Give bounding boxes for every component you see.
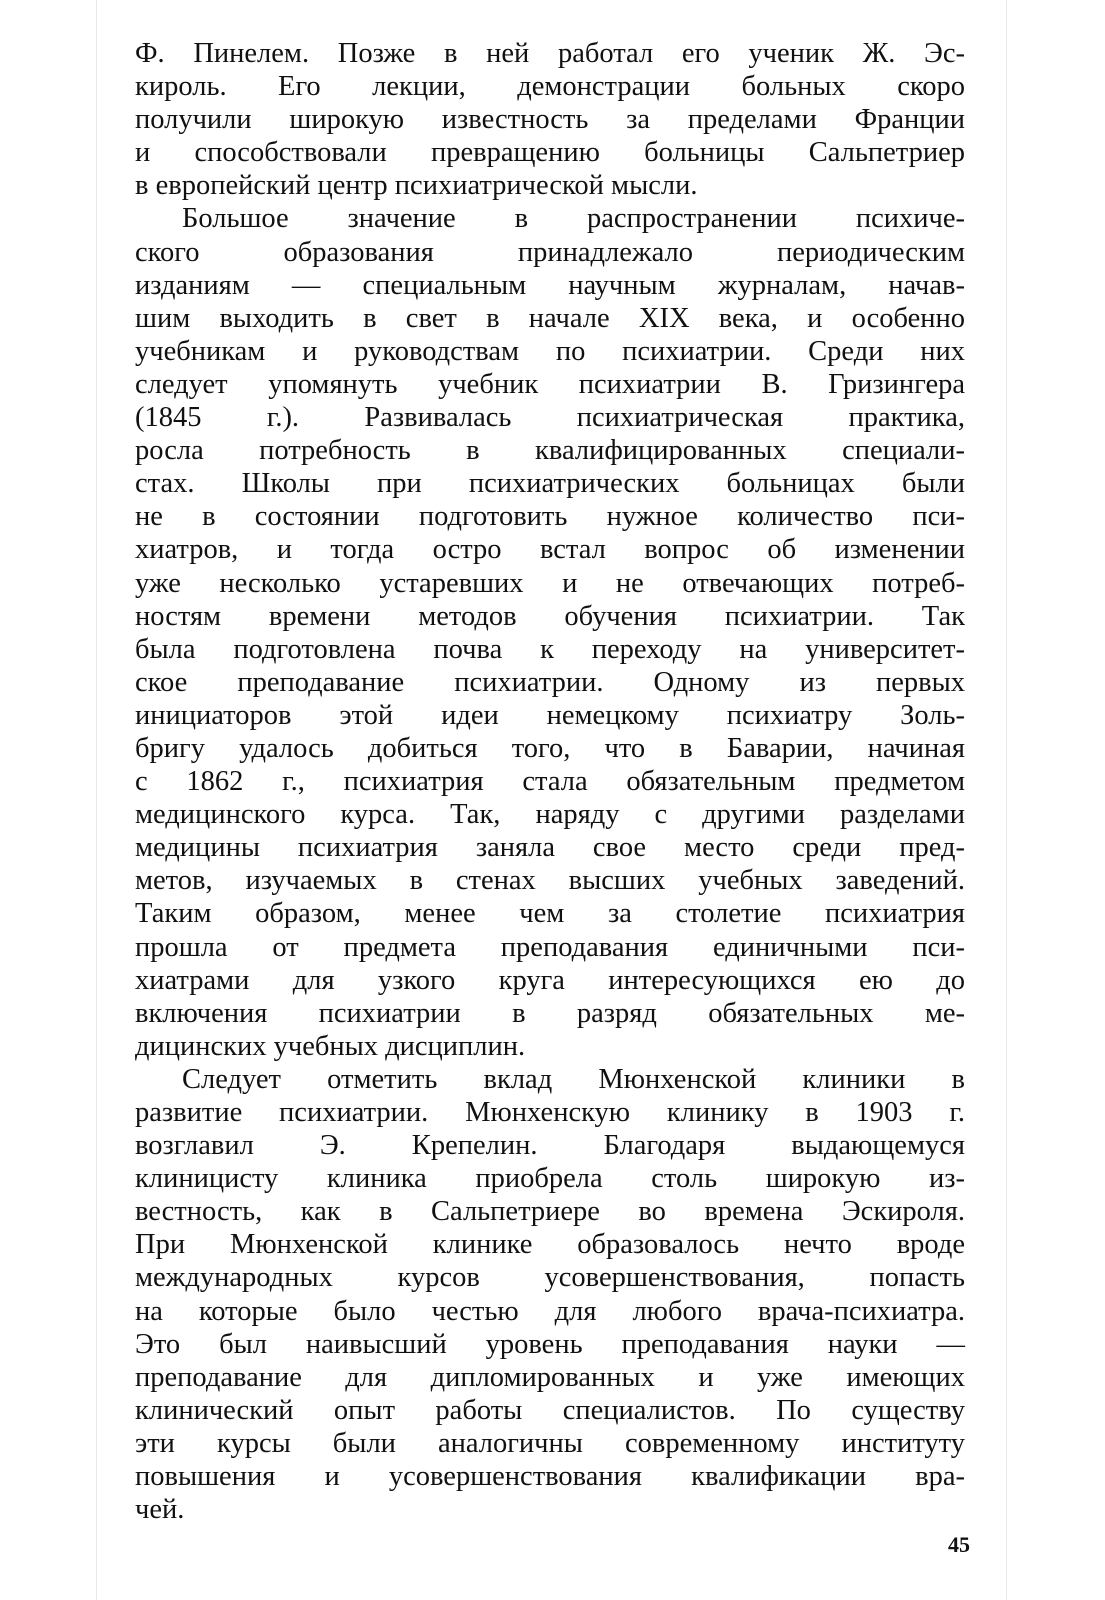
text-line: хиатров, и тогда остро встал вопрос об изменении [135, 534, 965, 566]
paragraph-3 [135, 1063, 965, 1526]
text-line: метов, изучаемых в стенах высших учебных заведений. [135, 865, 965, 897]
text-line: Следует отметить вклад Мюнхенской клиники в [182, 1063, 965, 1095]
text-line: клиницисту клиника приобрела столь широкую из- [135, 1163, 965, 1195]
paragraph-1 [135, 37, 965, 202]
text-line: получили широкую известность за пределами Франции [135, 104, 965, 136]
text-line: (1845 г.). Развивалась психиатрическая практика, [135, 402, 965, 434]
text-line: стах. Школы при психиатрических больницах были [135, 468, 965, 500]
text-line: была подготовлена почва к переходу на университет- [135, 633, 965, 665]
text-line: клинический опыт работы специалистов. По существу [135, 1394, 965, 1426]
text-line: эти курсы были аналогичны современному институту [135, 1427, 965, 1459]
page-right-edge [1006, 0, 1007, 1600]
text-line: чей. [135, 1494, 185, 1526]
text-line: Ф. Пинелем. Позже в ней работал его ученик Ж. Эс- [135, 38, 965, 69]
text-line: медицинского курса. Так, наряду с другими разделами [135, 799, 965, 831]
text-line: шим выходить в свет в начале XIX века, и особенно [135, 302, 965, 334]
text-line: и способствовали превращению больницы Сальпетриер [135, 137, 965, 169]
text-line: инициаторов этой идеи немецкому психиатру Золь- [135, 699, 965, 731]
text-line: включения психиатрии в разряд обязательных ме- [135, 997, 965, 1029]
text-line: бригу удалось добиться того, что в Баварии, начиная [135, 732, 965, 764]
text-line: следует упомянуть учебник психиатрии В. Гризингера [135, 368, 965, 400]
text-line: ское преподавание психиатрии. Одному из первых [135, 666, 965, 698]
text-line: Большое значение в распространении психиче- [182, 203, 965, 235]
text-line: развитие психиатрии. Мюнхенскую клинику в 1903 г. [135, 1097, 965, 1128]
text-line: в европейский центр психиатрической мысли. [135, 170, 698, 202]
text-line: вестность, как в Сальпетриере во времена Эскироля. [135, 1196, 965, 1228]
text-line: уже несколько устаревших и не отвечающих потреб- [135, 567, 965, 599]
text-line: медицины психиатрия заняла свое место среди пред- [135, 832, 965, 864]
text-line: на которые было честью для любого врача-психиатра. [135, 1295, 965, 1327]
text-line: с 1862 г., психиатрия стала обязательным предметом [135, 766, 965, 798]
text-line: прошла от предмета преподавания единичными пси- [135, 931, 965, 963]
text-line: кироль. Его лекции, демонстрации больных скоро [135, 71, 965, 103]
text-line: изданиям — специальным научным журналам, начав- [135, 269, 965, 301]
text-line: ского образования принадлежало периодическим [135, 236, 965, 268]
text-line: Таким образом, менее чем за столетие психиатрия [135, 898, 965, 930]
body-text [135, 37, 965, 1526]
text-line: дицинских учебных дисциплин. [135, 1030, 526, 1062]
text-line: не в состоянии подготовить нужное количество пси- [135, 501, 965, 533]
text-line: ностям времени методов обучения психиатрии. Так [135, 600, 965, 632]
text-line: При Мюнхенской клинике образовалось нечто вроде [135, 1229, 965, 1261]
text-line: Это был наивысший уровень преподавания науки — [135, 1328, 965, 1360]
text-line: повышения и усовершенствования квалификации вра- [135, 1461, 965, 1493]
text-line: преподавание для дипломированных и уже имеющих [135, 1361, 965, 1393]
text-line: международных курсов усовершенствования, попасть [135, 1262, 965, 1294]
text-line: хиатрами для узкого круга интересующихся ею до [135, 964, 965, 996]
page-left-edge [96, 0, 97, 1600]
text-line: учебникам и руководствам по психиатрии. Среди них [135, 335, 965, 367]
text-line: возглавил Э. Крепелин. Благодаря выдающемуся [135, 1130, 965, 1162]
text-line: росла потребность в квалифицированных специали- [135, 435, 965, 467]
paragraph-2 [135, 202, 965, 1062]
page-number: 45 [948, 1532, 970, 1557]
